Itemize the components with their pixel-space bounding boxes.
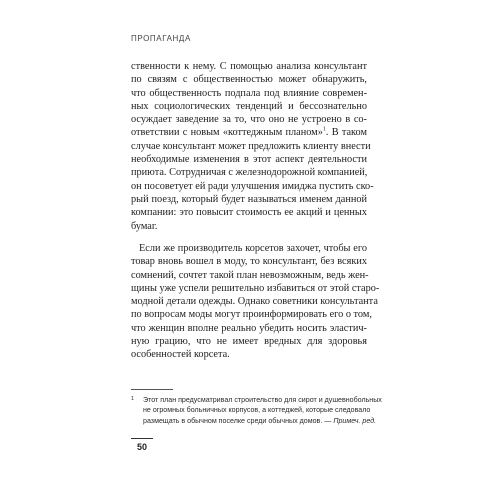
text-fragment: . В таком bbox=[325, 127, 367, 139]
text-line: по вопросам моды могут проинформировать его о том, bbox=[131, 309, 372, 321]
text-line: рый поезд, который будет называться именем данной bbox=[131, 193, 367, 205]
text-line: случае консультант может предложить клиенту внести bbox=[131, 140, 371, 152]
running-title: ПРОПАГАНДА bbox=[131, 34, 191, 43]
text-line: особенностей корсета. bbox=[131, 349, 230, 361]
text-line: щины уже успели решительно избавиться от этой старо- bbox=[131, 282, 380, 294]
footnote-line: Этот план предусматривал строительство для сирот и душевнобольных bbox=[143, 396, 382, 404]
text-line: Если же производитель корсетов захочет, чтобы его bbox=[139, 243, 367, 254]
paragraph-2 bbox=[131, 242, 380, 362]
footnote bbox=[131, 395, 382, 426]
text-line: ственности к нему. С помощью анализа консультант bbox=[131, 61, 367, 72]
text-line: осуждает заведение за то, что оно не устроено в со- bbox=[131, 114, 367, 126]
text-line: компании: это повысит стоимость ее акций и ценных bbox=[131, 207, 367, 219]
footnote-divider bbox=[131, 389, 173, 390]
footnote-reference: 1 bbox=[322, 127, 326, 134]
text-line: что женщин вполне реально убедить носить эластич- bbox=[131, 322, 367, 334]
text-line: модной детали одежды. Однако советники консультанта bbox=[131, 296, 378, 308]
text-line: сомнений, сочтет такой план невозможным, ведь жен- bbox=[131, 269, 369, 281]
editor-note: Примеч. ред. bbox=[333, 416, 377, 425]
text-fragment: ответствии с новым «коттеджным планом» bbox=[131, 127, 323, 139]
text-line: приюта. Сотрудничая с железнодорожной компанией, bbox=[131, 167, 368, 179]
text-line: что общественность подпала под влияние современ- bbox=[131, 87, 367, 99]
paragraph-1 bbox=[131, 60, 374, 233]
footnote-line: не огромных больничных корпусов, а коттеджей, которые следовало bbox=[143, 406, 371, 415]
text-line: необходимые изменения в этот аспект деятельности bbox=[131, 154, 367, 166]
page-number: 50 bbox=[136, 442, 147, 452]
text-line: он посоветует ей ради улучшения имиджа пустить ско- bbox=[131, 180, 374, 192]
footnote-line-last bbox=[143, 416, 377, 426]
text-line: бумаг. bbox=[131, 220, 158, 232]
text-line-with-footnote bbox=[131, 126, 367, 139]
text-line: ную грацию, что не имеет вредных для здоровья bbox=[131, 336, 367, 348]
footnote-mark: 1 bbox=[131, 396, 135, 402]
footnote-fragment: размещать в обычном поселке среди обычных домов. — bbox=[143, 416, 334, 425]
footnote-text bbox=[143, 395, 382, 426]
text-line: товар вновь вошел в моду, то консультант, без всяких bbox=[131, 256, 367, 268]
text-line: ных социологических тенденций и бессознательно bbox=[131, 100, 367, 112]
text-line: по связям с общественностью может обнаружить, bbox=[131, 74, 367, 86]
page-number-box bbox=[131, 438, 153, 454]
